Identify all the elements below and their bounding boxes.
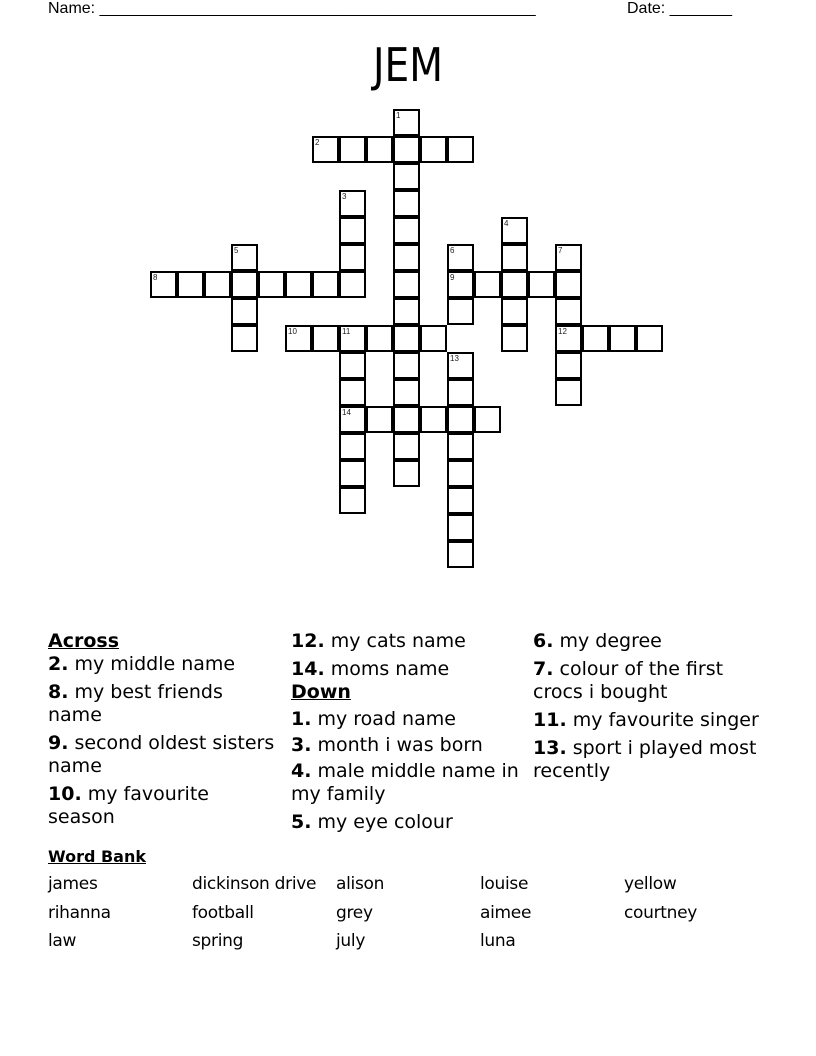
clue-text: month i was born: [311, 734, 483, 756]
crossword-cell[interactable]: [393, 163, 420, 190]
crossword-cell[interactable]: [339, 217, 366, 244]
clue-number: 13.: [533, 737, 567, 759]
crossword-cell[interactable]: [393, 217, 420, 244]
clue-number: 6.: [533, 630, 554, 652]
crossword-cell[interactable]: [501, 217, 528, 244]
clue-across-14: [291, 658, 526, 681]
crossword-cell[interactable]: [258, 271, 285, 298]
clue-number-label: 11: [342, 327, 351, 336]
clue-number-label: 5: [234, 246, 239, 255]
crossword-cell[interactable]: [339, 460, 366, 487]
crossword-cell[interactable]: [555, 379, 582, 406]
clue-text: my best friends name: [48, 681, 223, 726]
crossword-cell[interactable]: [366, 406, 393, 433]
word-bank-item: grey: [336, 902, 373, 923]
clue-text: sport i played most recently: [533, 737, 757, 782]
crossword-cell[interactable]: [555, 271, 582, 298]
word-bank-item: spring: [192, 931, 244, 951]
crossword-cell[interactable]: [393, 325, 420, 352]
clue-down-11: [533, 709, 773, 732]
clue-down-6: [533, 630, 773, 653]
crossword-cell[interactable]: [555, 325, 582, 352]
name-field-label: Name: _________________________________________________: [48, 0, 536, 17]
crossword-cell[interactable]: [636, 325, 663, 352]
clue-down-13: [533, 737, 773, 783]
crossword-cell[interactable]: [231, 244, 258, 271]
crossword-cell[interactable]: [501, 298, 528, 325]
clue-number: 1.: [291, 708, 312, 730]
clue-down-1: [291, 708, 526, 731]
clue-text: my favourite season: [48, 783, 209, 828]
clue-number-label: 13: [450, 354, 459, 363]
crossword-cell[interactable]: [393, 433, 420, 460]
clue-number-label: 2: [315, 138, 320, 147]
clue-down-4: [291, 760, 526, 806]
clue-text: my eye colour: [311, 811, 453, 833]
crossword-cell[interactable]: [312, 271, 339, 298]
crossword-cell[interactable]: [609, 325, 636, 352]
crossword-cell[interactable]: [501, 271, 528, 298]
clues-column-1: [48, 630, 278, 834]
clue-number: 10.: [48, 783, 82, 805]
crossword-cell[interactable]: [339, 271, 366, 298]
crossword-cell[interactable]: [393, 352, 420, 379]
crossword-cell[interactable]: [447, 487, 474, 514]
crossword-cell[interactable]: [474, 406, 501, 433]
crossword-cell[interactable]: [447, 136, 474, 163]
crossword-cell[interactable]: [393, 190, 420, 217]
crossword-cell[interactable]: [447, 352, 474, 379]
crossword-cell[interactable]: [393, 271, 420, 298]
crossword-cell[interactable]: [447, 460, 474, 487]
clue-across-10: [48, 783, 278, 829]
crossword-cell[interactable]: [312, 325, 339, 352]
crossword-cell[interactable]: [231, 325, 258, 352]
clue-down-3: [291, 734, 526, 757]
clue-number-label: 14: [342, 408, 351, 417]
crossword-cell[interactable]: [447, 433, 474, 460]
clue-text: male middle name in my family: [291, 760, 519, 805]
crossword-cell[interactable]: [447, 406, 474, 433]
crossword-cell[interactable]: [339, 136, 366, 163]
word-bank-item: law: [48, 931, 77, 951]
word-bank-item: dickinson drive: [192, 874, 317, 894]
word-bank-item: luna: [480, 931, 516, 951]
clue-text: moms name: [324, 658, 450, 680]
crossword-cell[interactable]: [447, 271, 474, 298]
clue-number-label: 6: [450, 246, 455, 255]
crossword-cell[interactable]: [366, 136, 393, 163]
clue-number: 8.: [48, 681, 69, 703]
crossword-cell[interactable]: [393, 244, 420, 271]
crossword-cell[interactable]: [285, 325, 312, 352]
crossword-grid: [151, 110, 671, 570]
crossword-cell[interactable]: [339, 325, 366, 352]
clue-number: 4.: [291, 760, 312, 782]
crossword-cell[interactable]: [501, 325, 528, 352]
crossword-cell[interactable]: [420, 406, 447, 433]
clue-number: 12.: [291, 630, 325, 652]
clue-number: 2.: [48, 653, 69, 675]
crossword-cell[interactable]: [393, 298, 420, 325]
clue-number-label: 1: [396, 111, 401, 120]
crossword-cell[interactable]: [339, 352, 366, 379]
word-bank-item: courtney: [624, 902, 698, 923]
puzzle-title: JEM: [373, 38, 443, 92]
word-bank-item: football: [192, 902, 254, 923]
clue-across-9: [48, 732, 278, 778]
crossword-cell[interactable]: [231, 271, 258, 298]
crossword-cell[interactable]: [339, 379, 366, 406]
word-bank: [48, 874, 768, 960]
crossword-cell[interactable]: [555, 352, 582, 379]
crossword-cell[interactable]: [204, 271, 231, 298]
word-bank-item: july: [336, 931, 366, 951]
crossword-cell[interactable]: [474, 271, 501, 298]
word-bank-item: yellow: [624, 874, 677, 894]
crossword-cell[interactable]: [528, 271, 555, 298]
clue-number: 3.: [291, 734, 312, 756]
clue-down-7: [533, 658, 773, 704]
clue-text: my degree: [553, 630, 662, 652]
word-bank-title: Word Bank: [48, 847, 147, 866]
clue-number-label: 4: [504, 219, 509, 228]
clues-column-3: [533, 630, 773, 788]
clues-column-2: [291, 630, 526, 839]
crossword-cell[interactable]: [582, 325, 609, 352]
clue-text: second oldest sisters name: [48, 732, 275, 777]
clue-text: my middle name: [68, 653, 236, 675]
clue-across-2: [48, 653, 278, 676]
crossword-cell[interactable]: [339, 433, 366, 460]
crossword-cell[interactable]: [555, 298, 582, 325]
crossword-cell[interactable]: [339, 487, 366, 514]
across-heading: Across: [48, 630, 120, 652]
clue-number-label: 3: [342, 192, 347, 201]
word-bank-item: aimee: [480, 902, 532, 923]
clue-number-label: 10: [288, 327, 297, 336]
crossword-cell[interactable]: [393, 109, 420, 136]
clue-number-label: 12: [558, 327, 567, 336]
word-bank-item: james: [48, 874, 98, 894]
crossword-cell[interactable]: [393, 406, 420, 433]
crossword-cell[interactable]: [339, 190, 366, 217]
crossword-cell[interactable]: [312, 136, 339, 163]
date-field-label: Date: _______: [627, 0, 732, 17]
crossword-cell[interactable]: [393, 136, 420, 163]
clue-number: 5.: [291, 811, 312, 833]
crossword-cell[interactable]: [420, 325, 447, 352]
clue-number: 11.: [533, 709, 567, 731]
crossword-cell[interactable]: [555, 244, 582, 271]
crossword-cell[interactable]: [447, 244, 474, 271]
crossword-cell[interactable]: [447, 298, 474, 325]
word-bank-item: alison: [336, 874, 385, 894]
clue-across-12: [291, 630, 526, 653]
clue-text: colour of the first crocs i bought: [533, 658, 724, 703]
clue-number: 9.: [48, 732, 69, 754]
crossword-cell[interactable]: [447, 514, 474, 541]
down-heading: Down: [291, 681, 351, 703]
crossword-cell[interactable]: [393, 460, 420, 487]
clue-number-label: 9: [450, 273, 455, 282]
word-bank-item: louise: [480, 874, 529, 894]
crossword-cell[interactable]: [150, 271, 177, 298]
clue-number-label: 8: [153, 273, 158, 282]
crossword-cell[interactable]: [177, 271, 204, 298]
clue-number-label: 7: [558, 246, 563, 255]
crossword-cell[interactable]: [366, 325, 393, 352]
crossword-cell[interactable]: [339, 406, 366, 433]
crossword-cell[interactable]: [339, 244, 366, 271]
crossword-cell[interactable]: [447, 379, 474, 406]
word-bank-item: rihanna: [48, 902, 111, 923]
crossword-cell[interactable]: [231, 298, 258, 325]
clue-number: 14.: [291, 658, 325, 680]
clue-down-5: [291, 811, 526, 834]
clue-number: 7.: [533, 658, 554, 680]
crossword-cell[interactable]: [285, 271, 312, 298]
crossword-cell[interactable]: [501, 244, 528, 271]
clue-text: my favourite singer: [566, 709, 759, 731]
clue-text: my cats name: [324, 630, 466, 652]
clue-across-8: [48, 681, 278, 727]
clue-text: my road name: [311, 708, 456, 730]
crossword-cell[interactable]: [420, 136, 447, 163]
crossword-cell[interactable]: [393, 379, 420, 406]
crossword-cell[interactable]: [447, 541, 474, 568]
